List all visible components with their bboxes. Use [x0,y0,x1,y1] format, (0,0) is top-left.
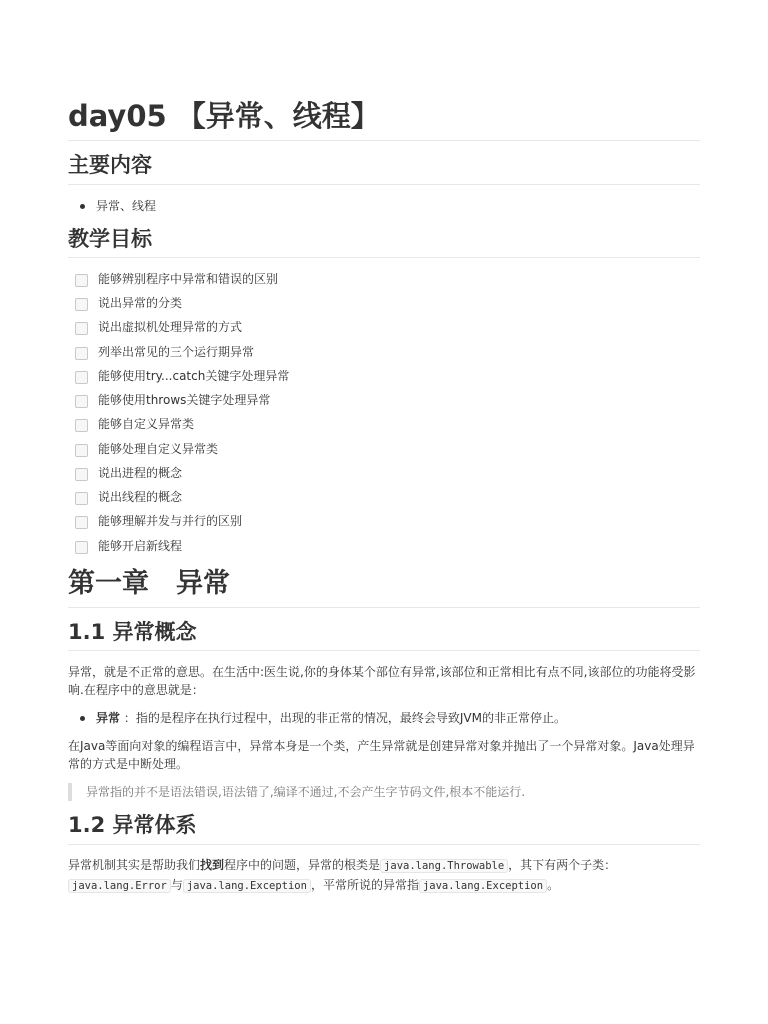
text-run: ，其下有两个子类： [508,858,617,872]
bullet-dot [80,716,85,721]
list-item-text [96,709,566,727]
text-run: 异常机制其实是帮助我们 [68,858,201,872]
checkbox[interactable] [75,298,88,311]
checkbox[interactable] [75,541,88,554]
chapter-divider [68,607,700,608]
task-label: 能够处理自定义异常类 [98,442,219,456]
checkbox[interactable] [75,347,88,360]
checkbox[interactable] [75,395,88,408]
subsection-heading-1-2: 1.2 异常体系 [68,813,197,837]
checkbox[interactable] [75,274,88,287]
text-run: 。 [547,878,560,892]
section-divider [68,184,700,185]
paragraph [68,856,700,896]
checkbox[interactable] [75,492,88,505]
task-label: 能够开启新线程 [98,539,183,553]
section-divider [68,650,700,651]
text-run: 与 [170,878,183,892]
task-label: 说出进程的概念 [98,466,183,480]
blockquote [68,783,700,801]
page-title: day05 【异常、线程】 [68,99,380,133]
chapter-heading: 第一章 异常 [68,568,230,599]
subsection-heading-1-1: 1.1 异常概念 [68,620,197,644]
bullet-dot [80,204,85,209]
checkbox[interactable] [75,516,88,529]
task-label: 列举出常见的三个运行期异常 [98,345,255,359]
section-heading-main-content: 主要内容 [68,153,152,177]
paragraph: 在Java等面向对象的编程语言中，异常本身是一个类，产生异常就是创建异常对象并抛出了一个异常对象。Java处理异常的方式是中断处理。 [68,739,695,771]
task-label: 能够理解并发与并行的区别 [98,514,243,528]
section-divider [68,844,700,845]
task-item [68,413,700,437]
task-item [68,389,700,413]
task-label: 能够使用throws关键字处理异常 [98,393,271,407]
task-item [68,341,700,365]
list-item-text: 异常、线程 [96,199,157,213]
task-label: 说出线程的概念 [98,490,183,504]
checkbox[interactable] [75,371,88,384]
task-label: 说出异常的分类 [98,296,183,310]
inline-code: java.lang.Exception [183,879,311,893]
inline-code: java.lang.Exception [419,879,547,893]
checkbox[interactable] [75,444,88,457]
section-divider [68,257,700,258]
title-divider [68,140,700,141]
task-label: 说出虚拟机处理异常的方式 [98,320,243,334]
emphasis-term: 找到 [200,858,225,872]
task-item [68,268,700,292]
task-item [68,510,700,534]
blockquote-bar [68,783,72,801]
task-label: 能够自定义异常类 [98,417,195,431]
task-item [68,292,700,316]
emphasis-term: 异常 [96,711,121,725]
inline-code: java.lang.Error [68,879,171,893]
text-run: 程序中的问题，异常的根类是 [224,858,381,872]
definition-text: ：指的是程序在执行过程中，出现的非正常的情况，最终会导致JVM的非正常停止。 [123,711,566,725]
text-run: ，平常所说的异常指 [310,878,419,892]
task-item [68,316,700,340]
section-heading-goals: 教学目标 [68,227,152,251]
checkbox[interactable] [75,322,88,335]
checkbox[interactable] [75,419,88,432]
blockquote-text: 异常指的并不是语法错误,语法错了,编译不通过,不会产生字节码文件,根本不能运行. [86,785,526,799]
paragraph: 异常，就是不正常的意思。在生活中:医生说,你的身体某个部位有异常,该部位和正常相比有点不同,该部位的功能将受影响.在程序中的意思就是： [68,665,696,697]
task-label: 能够辨别程序中异常和错误的区别 [98,272,279,286]
task-label: 能够使用try...catch关键字处理异常 [98,369,290,383]
task-item [68,438,700,462]
task-item [68,486,700,510]
task-item [68,365,700,389]
inline-code: java.lang.Throwable [380,859,508,873]
checkbox[interactable] [75,468,88,481]
task-item [68,535,700,559]
task-item [68,462,700,486]
